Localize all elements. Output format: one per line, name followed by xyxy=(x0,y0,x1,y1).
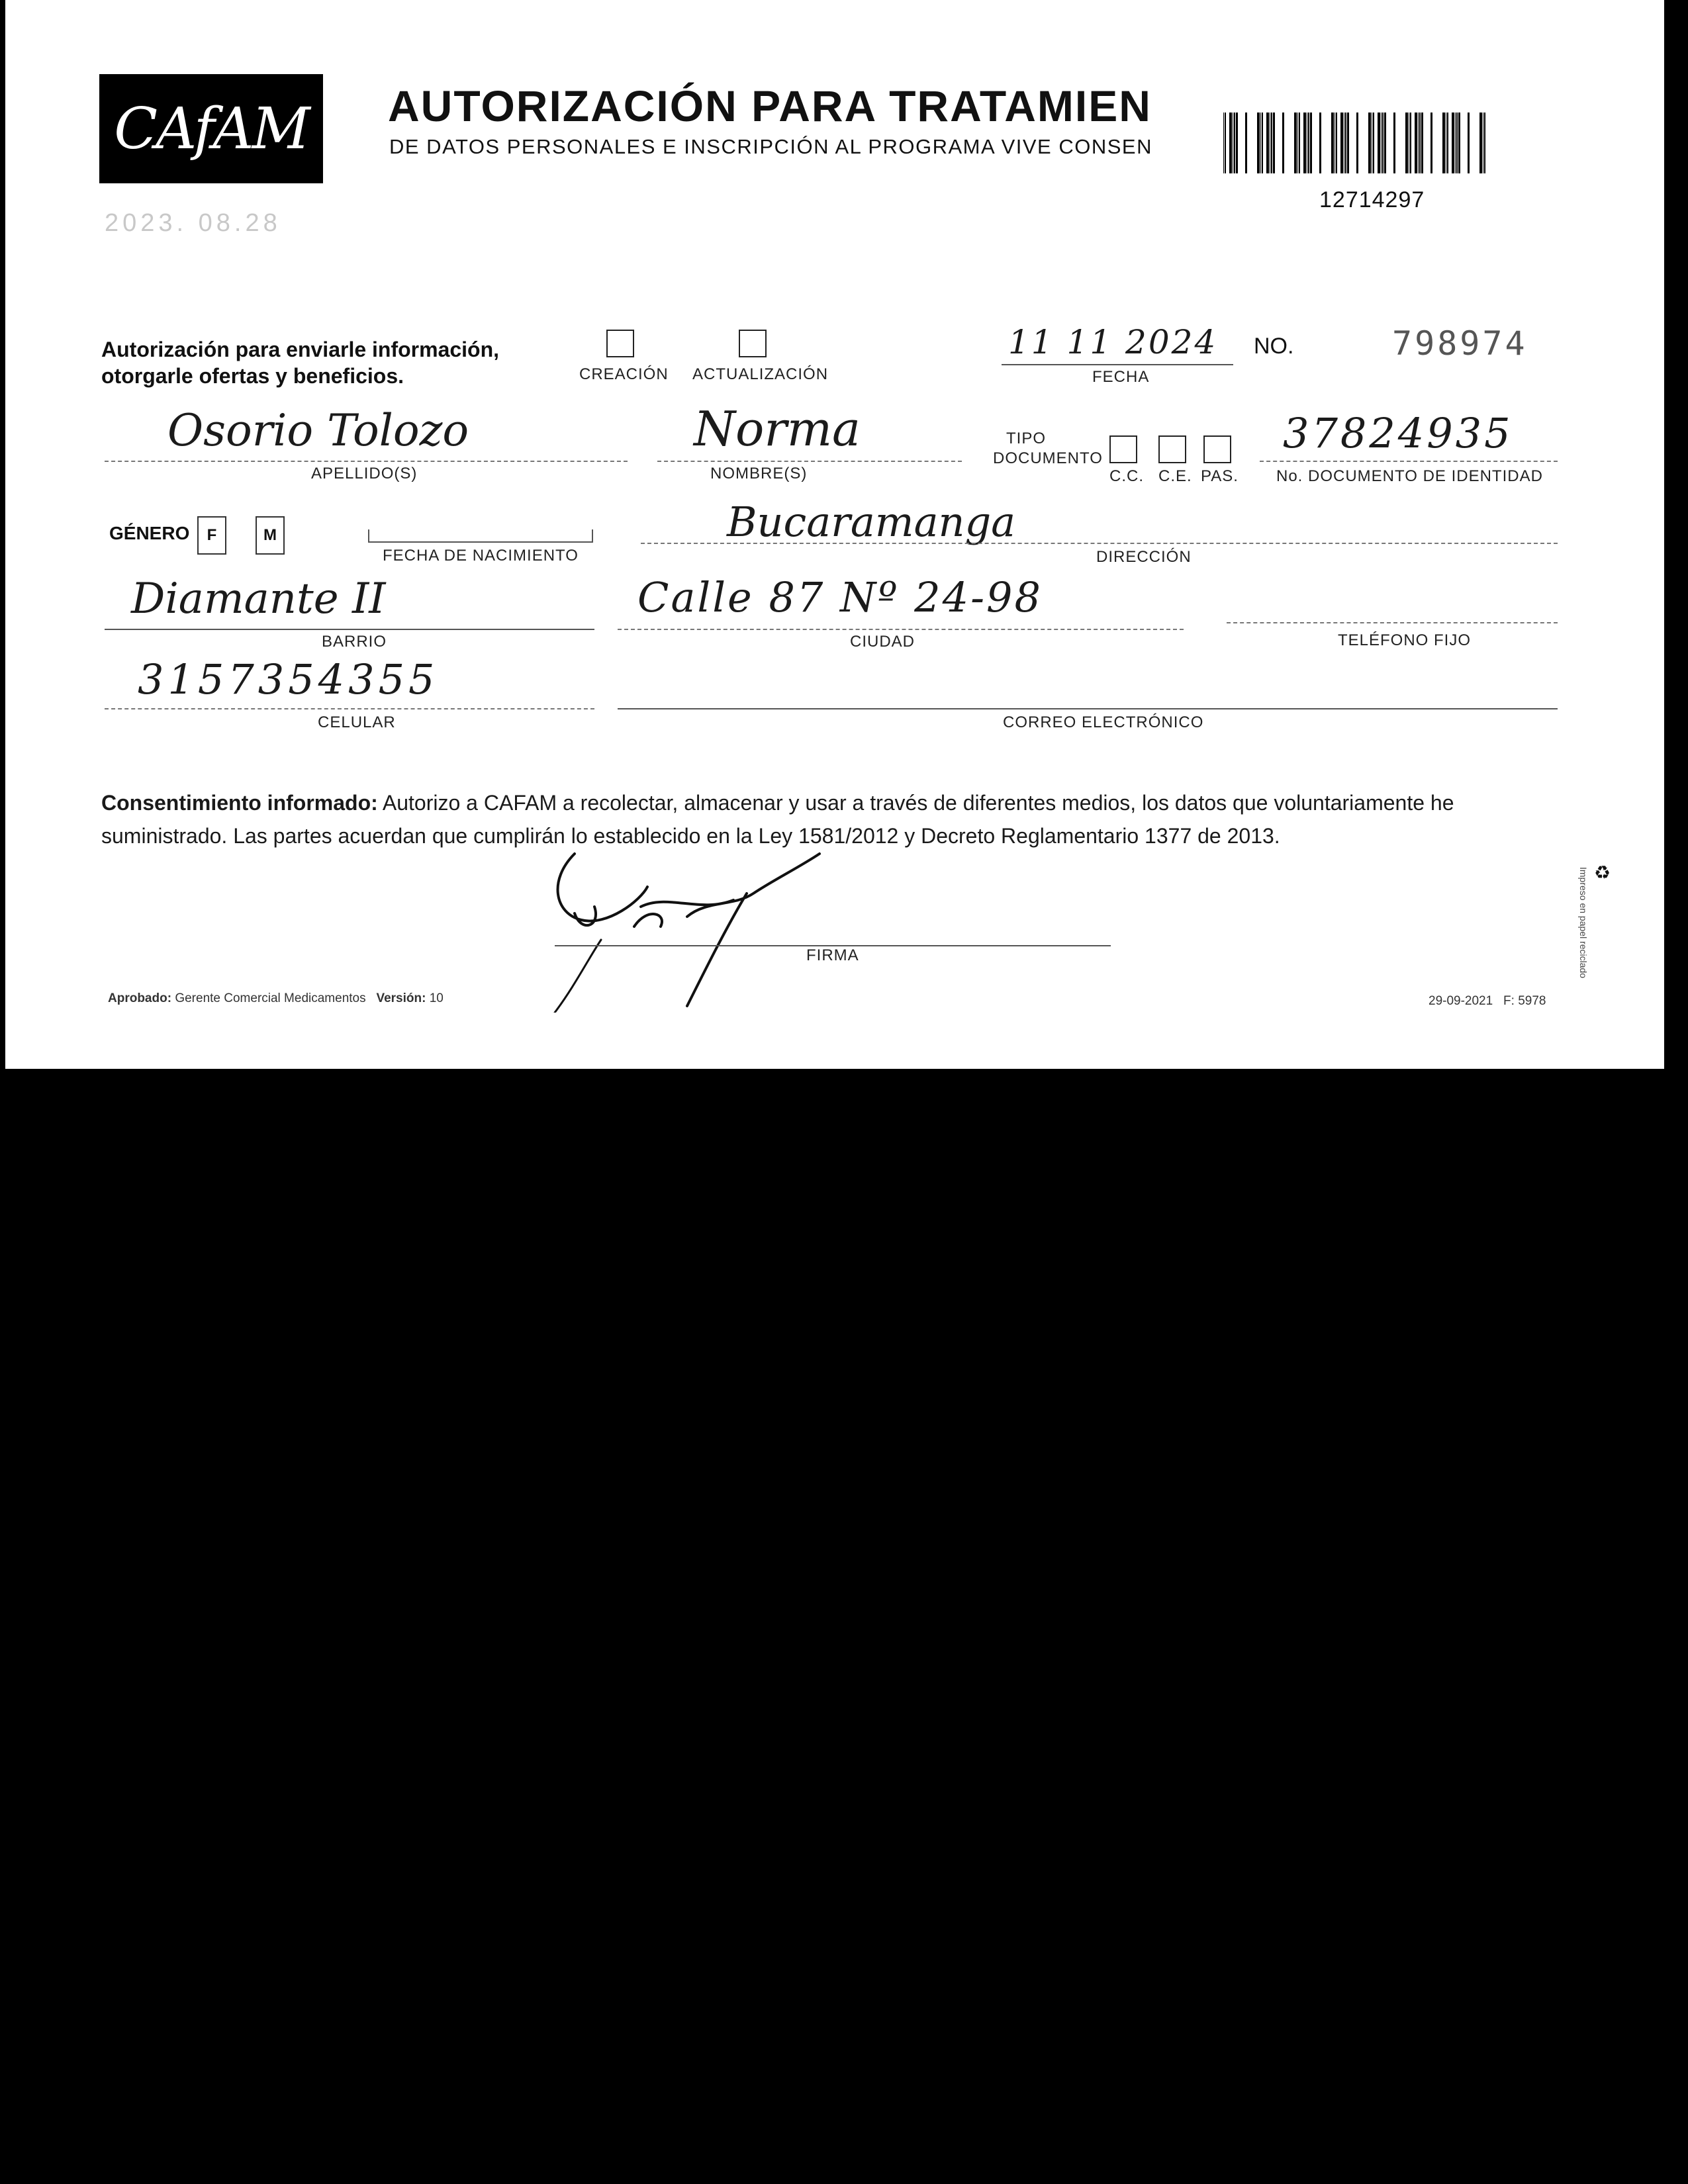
nombres-line xyxy=(657,461,962,462)
footer-code: F: 5978 xyxy=(1503,994,1546,1008)
barcode-bar xyxy=(1455,113,1456,173)
fecha-nacimiento-tick-right xyxy=(592,529,593,541)
barrio-value[interactable]: Diamante II xyxy=(131,574,386,623)
documento-value[interactable]: 37824935 xyxy=(1283,409,1513,457)
apellidos-line xyxy=(105,461,628,462)
barcode-bar xyxy=(1442,113,1445,173)
barcode-bar xyxy=(1223,113,1224,173)
barcode-number: 12714297 xyxy=(1319,187,1425,212)
barcode-bar xyxy=(1262,113,1263,173)
correo-label: CORREO ELECTRÓNICO xyxy=(1003,713,1204,731)
barcode-bar xyxy=(1356,113,1358,173)
barcode-bar xyxy=(1225,113,1226,173)
barcode-bar xyxy=(1308,113,1309,173)
barcode-bar xyxy=(1273,113,1275,173)
firma-label: FIRMA xyxy=(806,946,859,964)
cafam-logo: CAfAM xyxy=(99,74,323,183)
correo-line xyxy=(618,708,1558,709)
pas-label: PAS. xyxy=(1201,467,1239,485)
aprobado-label: Aprobado: xyxy=(108,991,172,1005)
barcode-bar xyxy=(1345,113,1346,173)
cc-label: C.C. xyxy=(1109,467,1144,485)
documento-label: No. DOCUMENTO DE IDENTIDAD xyxy=(1276,467,1543,485)
barrio-label: BARRIO xyxy=(322,633,387,651)
barcode-bar xyxy=(1336,113,1337,173)
apellidos-label: APELLIDO(S) xyxy=(311,465,418,482)
actualizacion-label: ACTUALIZACIÓN xyxy=(692,365,829,383)
barcode-bar xyxy=(1266,113,1269,173)
barcode-bar xyxy=(1368,113,1371,173)
celular-label: CELULAR xyxy=(318,713,396,731)
barcode-bar xyxy=(1303,113,1306,173)
ciudad-value[interactable]: Calle 87 Nº 24-98 xyxy=(637,573,1043,621)
barcode-bar xyxy=(1410,113,1411,173)
actualizacion-checkbox[interactable] xyxy=(739,330,767,357)
barcode-bar xyxy=(1310,113,1312,173)
footer-date: 29-09-2021 xyxy=(1429,994,1493,1008)
barcode-bar xyxy=(1236,113,1238,173)
direccion-line xyxy=(641,543,1558,544)
direccion-value[interactable]: Bucaramanga xyxy=(727,498,1016,546)
barcode-bar xyxy=(1382,113,1383,173)
recycle-icon: ♻ xyxy=(1594,862,1611,883)
barcode-bar xyxy=(1484,113,1485,173)
creacion-checkbox[interactable] xyxy=(606,330,634,357)
documento-line xyxy=(1260,461,1558,462)
fecha-label: FECHA xyxy=(1092,368,1150,386)
fecha-line xyxy=(1002,364,1233,365)
fecha-nacimiento-label: FECHA DE NACIMIENTO xyxy=(383,547,579,565)
barcode-bar xyxy=(1468,113,1470,173)
barcode-bar xyxy=(1418,113,1419,173)
consent-heading: Consentimiento informado: xyxy=(101,791,378,815)
barrio-line xyxy=(105,629,594,630)
footer-date-code xyxy=(1429,994,1546,1009)
barcode-bar xyxy=(1415,113,1417,173)
barcode-bar xyxy=(1257,113,1260,173)
nombres-value[interactable]: Norma xyxy=(694,401,861,457)
no-label: NO. xyxy=(1254,334,1294,359)
barcode-bar xyxy=(1297,113,1298,173)
barcode-bar xyxy=(1479,113,1482,173)
barcode-bar xyxy=(1331,113,1334,173)
version-value: 10 xyxy=(429,991,444,1005)
barcode-bar xyxy=(1245,113,1247,173)
ce-label: C.E. xyxy=(1158,467,1192,485)
ciudad-line xyxy=(618,629,1184,630)
version-label: Versión: xyxy=(376,991,426,1005)
barcode-bar xyxy=(1421,113,1423,173)
fecha-nacimiento-tick-left xyxy=(368,529,369,541)
pas-checkbox[interactable] xyxy=(1203,435,1231,463)
no-value: 798974 xyxy=(1392,324,1528,363)
genero-label: GÉNERO xyxy=(109,523,190,543)
form-subtitle: DE DATOS PERSONALES E INSCRIPCIÓN AL PROGRAMA VIVE CONSEN xyxy=(389,135,1152,158)
barcode-bar xyxy=(1299,113,1300,173)
barcode-bar xyxy=(1234,113,1235,173)
fecha-value[interactable]: 11 11 2024 xyxy=(1008,323,1218,361)
tipo-documento-label: TIPO DOCUMENTO xyxy=(993,430,1103,467)
barcode-bar xyxy=(1458,113,1460,173)
barcode-bar xyxy=(1229,113,1232,173)
barcode-bar xyxy=(1282,113,1284,173)
celular-line xyxy=(105,708,594,709)
ce-checkbox[interactable] xyxy=(1158,435,1186,463)
apellidos-value[interactable]: Osorio Tolozo xyxy=(167,405,469,456)
barcode-bar xyxy=(1447,113,1448,173)
authorization-line-1: Autorización para enviarle información, xyxy=(101,338,500,361)
creacion-label: CREACIÓN xyxy=(579,365,669,383)
ciudad-label: CIUDAD xyxy=(850,633,915,651)
direccion-label: DIRECCIÓN xyxy=(1096,548,1192,566)
barcode-bar xyxy=(1456,113,1458,173)
barcode-bar xyxy=(1393,113,1395,173)
cc-checkbox[interactable] xyxy=(1109,435,1137,463)
barcode-bar xyxy=(1340,113,1343,173)
barcode-bar xyxy=(1452,113,1454,173)
fecha-nacimiento-line xyxy=(368,541,593,543)
barcode-bar xyxy=(1271,113,1272,173)
barcode-bar xyxy=(1294,113,1297,173)
side-note: Impreso en papel reciclado xyxy=(1578,867,1589,979)
authorization-text xyxy=(101,336,499,389)
barcode-bar xyxy=(1419,113,1421,173)
barcode-bar xyxy=(1347,113,1349,173)
celular-value[interactable]: 3157354355 xyxy=(138,655,439,704)
consent-body: Autorizo a CAFAM a recolectar, almacenar y usar a través de diferentes medios, los datos que voluntariamente he suministrado. Las partes acuerdan que cumplirán lo establecido en la Ley 1581/2012 y Decreto Reglamentario 1377 de 2013. xyxy=(101,791,1454,848)
genero-m-box[interactable]: M xyxy=(256,516,285,555)
signature xyxy=(535,827,879,1013)
form-card xyxy=(5,0,1664,1069)
authorization-line-2: otorgarle ofertas y beneficios. xyxy=(101,364,404,388)
barcode-bar xyxy=(1405,113,1408,173)
aprobado-value: Gerente Comercial Medicamentos xyxy=(175,991,366,1005)
faint-stamp: 2023. 08.28 xyxy=(105,209,281,237)
barcode-bar xyxy=(1378,113,1380,173)
nombres-label: NOMBRE(S) xyxy=(710,465,808,482)
barcode-bar xyxy=(1373,113,1374,173)
barcode-bar xyxy=(1319,113,1321,173)
telefono-label: TELÉFONO FIJO xyxy=(1338,631,1472,649)
barcode-bar xyxy=(1260,113,1261,173)
barcode-bar xyxy=(1381,113,1382,173)
form-title: AUTORIZACIÓN PARA TRATAMIEN xyxy=(388,81,1152,130)
footer-approval xyxy=(108,991,444,1006)
barcode-bar xyxy=(1384,113,1386,173)
barcode-bar xyxy=(1430,113,1432,173)
telefono-line xyxy=(1227,622,1558,623)
genero-f-box[interactable]: F xyxy=(197,516,226,555)
barcode xyxy=(1223,113,1488,173)
